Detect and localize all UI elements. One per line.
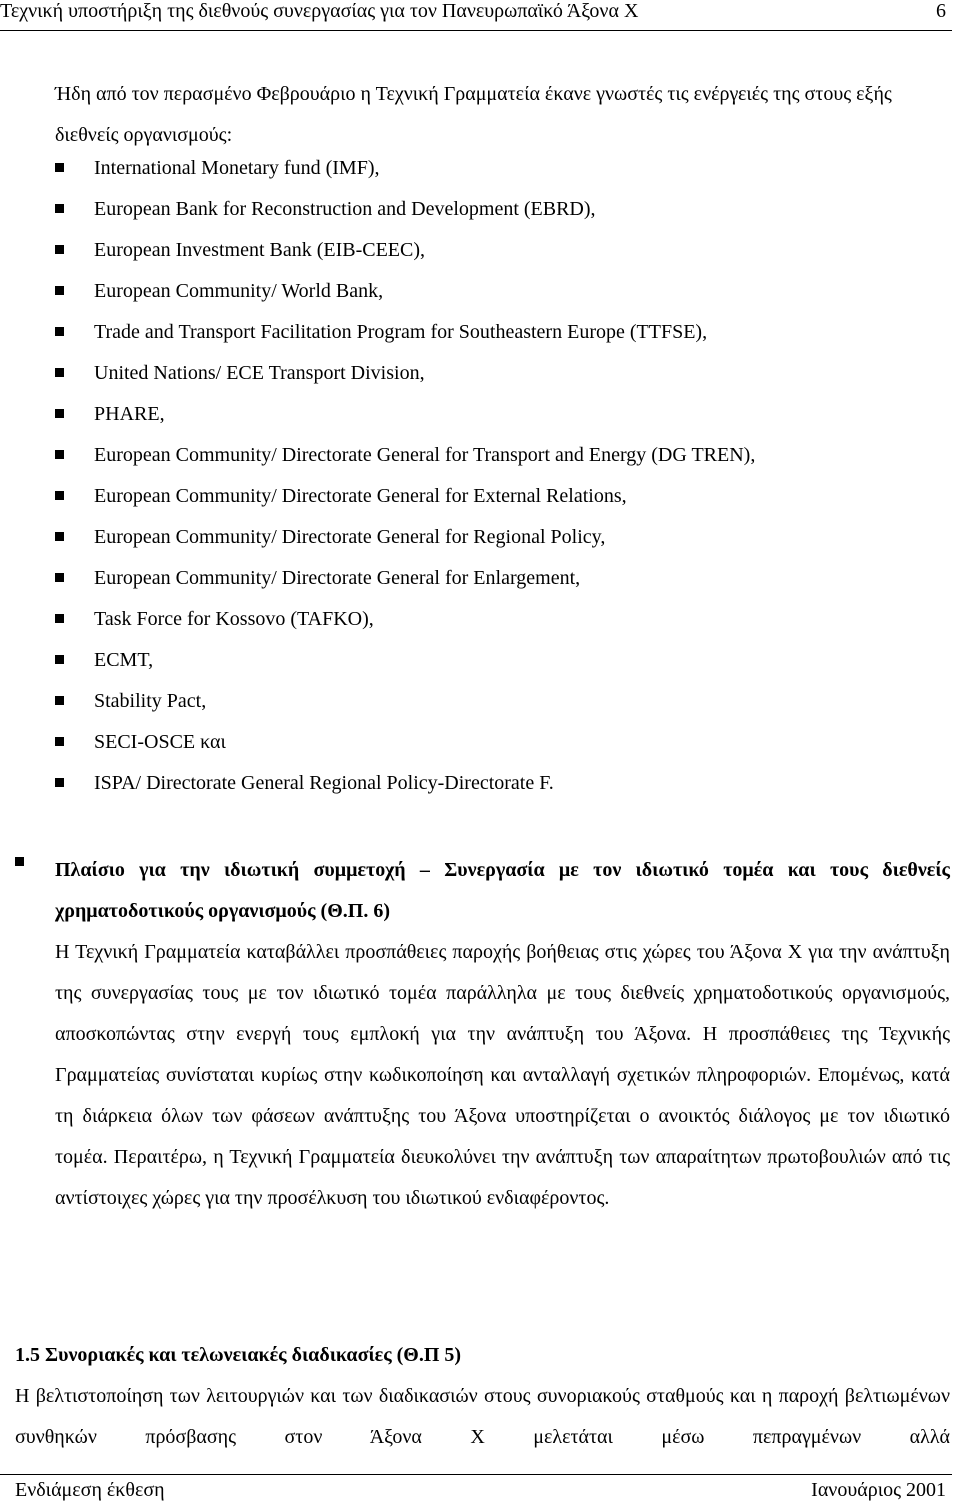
list-item: SECI-OSCE και	[55, 722, 950, 763]
intro-paragraph: Ήδη από τον περασμένο Φεβρουάριο η Τεχνική Γραμματεία έκανε γνωστές τις ενέργειές της στους εξής διεθνείς οργανισμούς:	[55, 83, 892, 146]
square-bullet-icon	[55, 573, 64, 582]
list-item: United Nations/ ECE Transport Division,	[55, 353, 950, 394]
list-item: European Community/ Directorate General for Transport and Energy (DG TREN),	[55, 435, 950, 476]
square-bullet-icon	[55, 737, 64, 746]
square-bullet-icon	[55, 368, 64, 377]
footer-date: Ιανουάριος 2001	[811, 1479, 946, 1501]
list-item: Trade and Transport Facilitation Program for Southeastern Europe (TTFSE),	[55, 312, 950, 353]
square-bullet-icon	[55, 163, 64, 172]
list-item: European Investment Bank (EIB-CEEC),	[55, 230, 950, 271]
section-paragraph: Η Τεχνική Γραμματεία καταβάλλει προσπάθειες παροχής βοήθειας στις χώρες του Άξονα Χ για την ανάπτυξη της συνεργασίας τους με τον ιδιωτικό τομέα παράλληλα με τους διεθνείς χρηματοδοτικούς οργανισμούς, αποσκοπώντας στην ενεργή τους εμπλοκή για την ανάπτυξη του Άξονα. Η προσπάθειες της Τεχνικής Γραμματείας συνίσταται κυρίως στην κωδικοποίηση και ανταλλαγή σχετικών πληροφοριών. Επομένως, κατά τη διάρκεια όλων των φάσεων ανάπτυξης του Άξονα υποστηρίζεται ο ανοικτός διάλογος με τον ιδιωτικό τομέα. Περαιτέρω, η Τεχνική Γραμματεία διευκολύνει την ανάπτυξη των απαραίτητων πρωτοβουλιών από τις αντίστοιχες χώρες για την προσέλκυση του ιδιωτικού ενδιαφέροντος.	[55, 941, 950, 1209]
footer-report-title: Ενδιάμεση έκθεση	[15, 1479, 165, 1501]
square-bullet-icon	[55, 491, 64, 500]
organization-list	[55, 148, 950, 804]
border-procedures-section	[15, 1335, 950, 1458]
page-number: 6	[936, 0, 946, 22]
list-item: ECMT,	[55, 640, 950, 681]
square-bullet-icon	[15, 857, 24, 866]
page-header	[0, 0, 952, 31]
list-item: Stability Pact,	[55, 681, 950, 722]
square-bullet-icon	[55, 532, 64, 541]
list-item: European Community/ Directorate General for External Relations,	[55, 476, 950, 517]
square-bullet-icon	[55, 614, 64, 623]
list-item: European Bank for Reconstruction and Development (EBRD),	[55, 189, 950, 230]
list-item: Task Force for Kossovo (TAFKO),	[55, 599, 950, 640]
square-bullet-icon	[55, 655, 64, 664]
section-paragraph: Η βελτιστοποίηση των λειτουργιών και των διαδικασιών στους συνοριακούς σταθμούς και η παροχή βελτιωμένων συνθηκών πρόσβασης στον Άξονα Χ μελετάται μέσω πεπραγμένων αλλά	[15, 1385, 950, 1448]
section-heading: Πλαίσιο για την ιδιωτική συμμετοχή – Συνεργασία με τον ιδιωτικό τομέα και τους διεθνείς χρηματοδοτικούς οργανισμούς (Θ.Π. 6)	[55, 859, 950, 922]
square-bullet-icon	[55, 450, 64, 459]
square-bullet-icon	[55, 778, 64, 787]
list-item: PHARE,	[55, 394, 950, 435]
list-item: International Monetary fund (IMF),	[55, 148, 950, 189]
list-item: European Community/ Directorate General for Enlargement,	[55, 558, 950, 599]
private-sector-section	[15, 850, 950, 1219]
list-item: European Community/ World Bank,	[55, 271, 950, 312]
square-bullet-icon	[55, 409, 64, 418]
page-footer	[0, 1474, 952, 1507]
square-bullet-icon	[55, 245, 64, 254]
section-heading: 1.5 Συνοριακές και τελωνειακές διαδικασίες (Θ.Π 5)	[15, 1344, 462, 1366]
square-bullet-icon	[55, 204, 64, 213]
square-bullet-icon	[55, 696, 64, 705]
list-item: ISPA/ Directorate General Regional Policy-Directorate F.	[55, 763, 950, 804]
square-bullet-icon	[55, 286, 64, 295]
list-item: European Community/ Directorate General for Regional Policy,	[55, 517, 950, 558]
square-bullet-icon	[55, 327, 64, 336]
header-title: Τεχνική υποστήριξη της διεθνούς συνεργασίας για τον Πανευρωπαϊκό Άξονα Χ	[0, 0, 639, 22]
